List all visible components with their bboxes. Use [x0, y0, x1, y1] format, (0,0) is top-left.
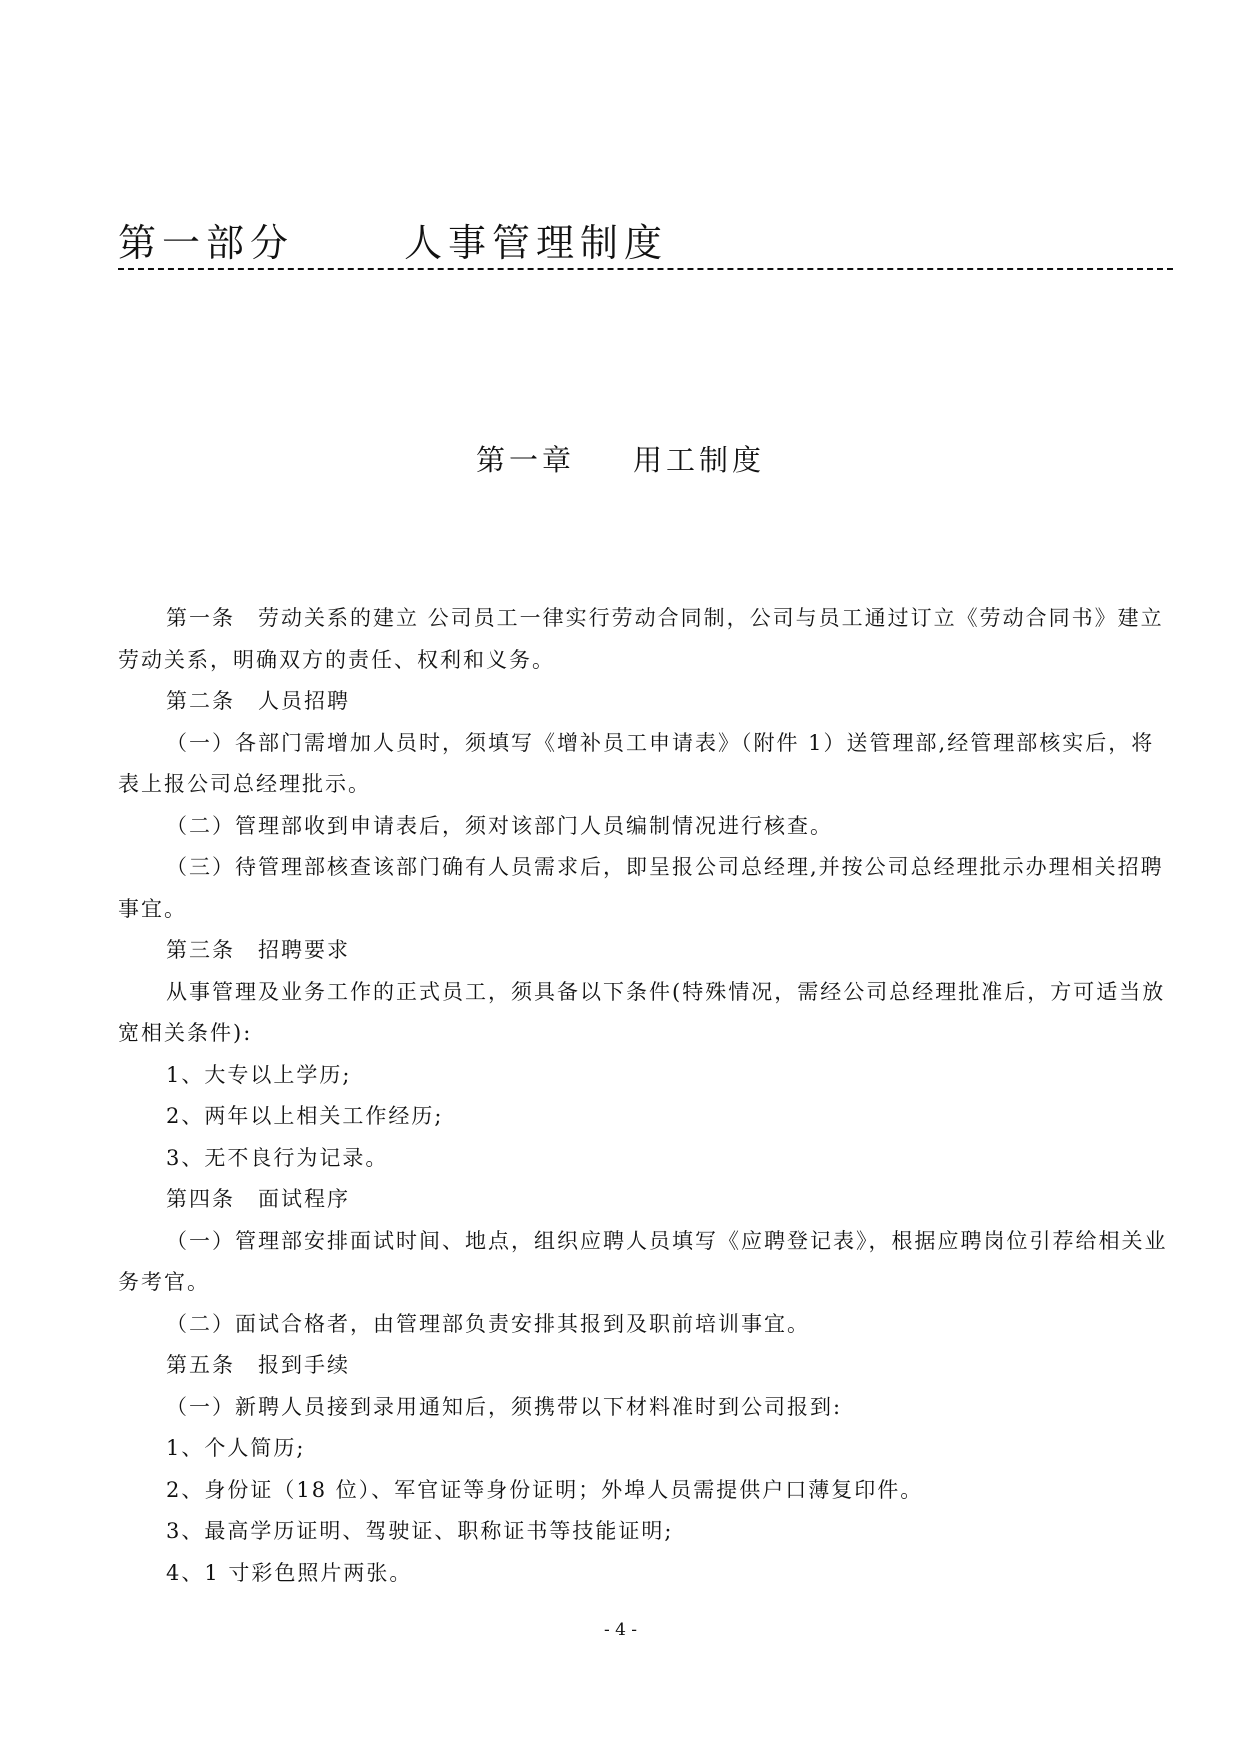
- part-title: 人事管理制度: [404, 221, 669, 265]
- paragraph: （三）待管理部核查该部门确有人员需求后，即呈报公司总经理,并按公司总经理批示办理相关招聘事宜。: [118, 855, 1164, 921]
- paragraph-article-1: 第一条 劳动关系的建立 公司员工一律实行劳动合同制，公司与员工通过订立《劳动合同书》建立劳动关系，明确双方的责任、权利和义务。: [118, 606, 1164, 672]
- paragraph-article-4-heading: 第四条 面试程序: [166, 1187, 350, 1211]
- body-text: [118, 598, 1176, 1594]
- chapter-title: 用工制度: [633, 443, 766, 477]
- list-item: 4、1 寸彩色照片两张。: [166, 1560, 413, 1585]
- paragraph: （一）管理部安排面试时间、地点，组织应聘人员填写《应聘登记表》，根据应聘岗位引荐给相关业务考官。: [118, 1228, 1168, 1294]
- paragraph: （二）面试合格者，由管理部负责安排其报到及职前培训事宜。: [166, 1311, 810, 1336]
- paragraph-article-5-heading: 第五条 报到手续: [166, 1353, 350, 1377]
- page-number: - 4 -: [603, 1620, 638, 1640]
- list-item: 1、个人简历;: [166, 1436, 306, 1460]
- part-heading: [118, 220, 1173, 270]
- paragraph-article-3-heading: 第三条 招聘要求: [166, 938, 350, 962]
- paragraph-article-2-heading: 第二条 人员招聘: [166, 689, 350, 713]
- paragraph: （二）管理部收到申请表后，须对该部门人员编制情况进行核查。: [166, 813, 833, 838]
- list-item: 2、身份证（18 位）、军官证等身份证明；外埠人员需提供户口薄复印件。: [166, 1477, 924, 1502]
- list-item: 1、大专以上学历;: [166, 1062, 352, 1087]
- part-number: 第一部分: [118, 221, 295, 265]
- list-item: 3、无不良行为记录。: [166, 1145, 389, 1170]
- paragraph: （一）各部门需增加人员时，须填写《增补员工申请表》（附件 1）送管理部,经管理部核实后，将表上报公司总经理批示。: [118, 730, 1155, 796]
- chapter-heading: [0, 440, 1241, 480]
- paragraph: （一）新聘人员接到录用通知后，须携带以下材料准时到公司报到:: [166, 1394, 843, 1419]
- list-item: 2、两年以上相关工作经历;: [166, 1104, 444, 1128]
- paragraph: 从事管理及业务工作的正式员工，须具备以下条件(特殊情况，需经公司总经理批准后，方可适当放宽相关条件):: [118, 979, 1166, 1045]
- list-item: 3、最高学历证明、驾驶证、职称证书等技能证明;: [166, 1519, 674, 1543]
- chapter-number: 第一章: [475, 443, 575, 477]
